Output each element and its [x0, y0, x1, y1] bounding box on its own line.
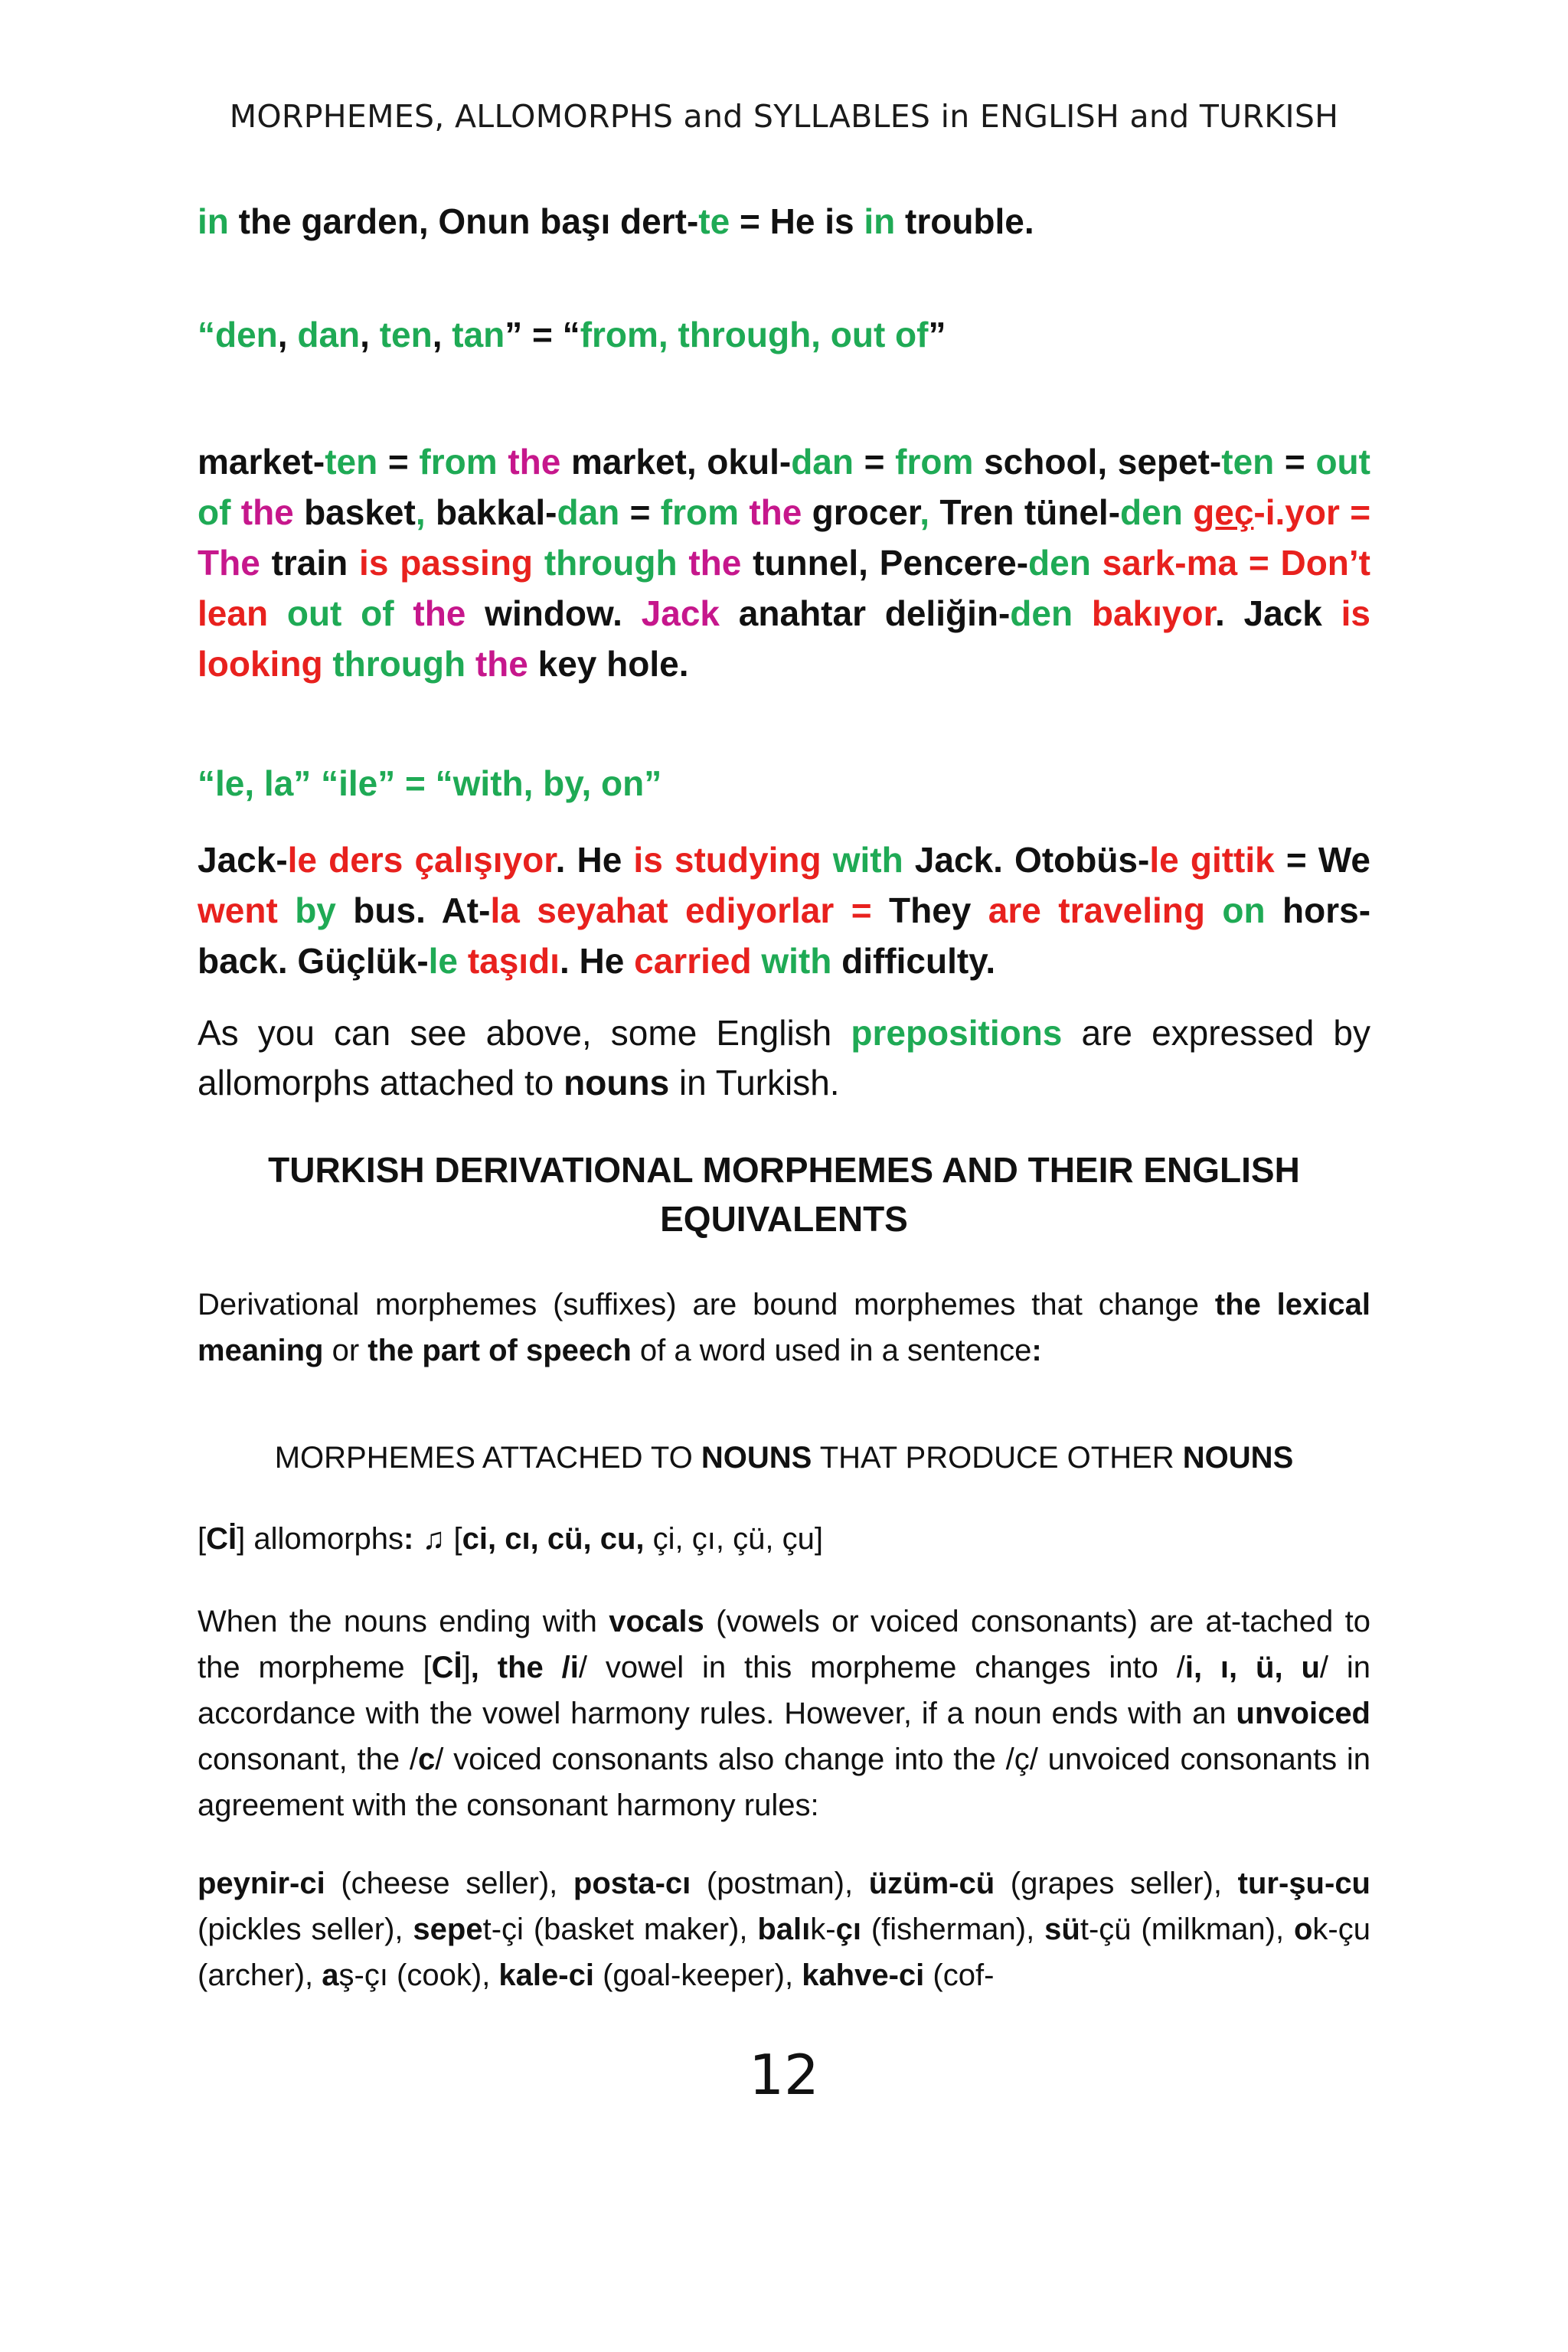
- examples-le-paragraph: [198, 835, 1370, 986]
- text-run: [520, 890, 537, 930]
- text-run: (vowels or voiced consonants) are at-tached to the morpheme [: [198, 1605, 1370, 1684]
- text-run: consonant, the /: [198, 1743, 418, 1776]
- text-run: in: [198, 201, 229, 241]
- text-run: “le, la” “ile” = “with, by, on”: [198, 763, 662, 803]
- text-run: market, okul-: [560, 442, 792, 482]
- text-run: through: [544, 543, 678, 583]
- text-run: / voiced consonants also change into the /ç/ unvoiced consonants in agreement with the consonant harmony rules:: [198, 1743, 1371, 1822]
- text-run: c: [417, 1743, 436, 1776]
- text-run: market-: [198, 442, 325, 482]
- text-run: (fisherman),: [861, 1913, 1045, 1946]
- text-run: ,: [920, 492, 940, 532]
- text-run: ci, cı, cü, cu,: [462, 1522, 645, 1556]
- examples-den-paragraph: [198, 436, 1370, 689]
- text-run: bakıyor: [1091, 593, 1215, 633]
- text-run: Derivational morphemes (suffixes) are bound morphemes that change: [198, 1288, 1215, 1321]
- text-run: trouble.: [895, 201, 1034, 241]
- text-run: bakkal-: [435, 492, 557, 532]
- text-run: t-çü (milkman),: [1080, 1913, 1294, 1946]
- text-run: k-çu (archer),: [198, 1913, 1370, 1992]
- text-run: çı: [835, 1913, 861, 1946]
- text-run: çı (cook),: [364, 1958, 499, 1992]
- text-run: from: [660, 492, 739, 532]
- text-run: [268, 593, 287, 633]
- text-run: the: [240, 492, 294, 532]
- page-number: 12: [749, 2043, 819, 2107]
- text-run: prepositions: [851, 1013, 1063, 1053]
- text-run: posta-cı: [573, 1867, 691, 1900]
- text-run: =: [853, 442, 896, 482]
- text-run: k-: [810, 1913, 836, 1946]
- text-run: Cİ: [206, 1522, 237, 1556]
- text-run: Jack. Otobüs-: [903, 840, 1150, 880]
- text-run: [317, 840, 328, 880]
- text-run: dan: [297, 315, 361, 354]
- text-run: sepe: [413, 1913, 483, 1946]
- text-run: When the nouns ending with: [198, 1605, 609, 1638]
- text-run: =: [1274, 442, 1316, 482]
- text-run: tunnel, Pencere-: [741, 543, 1029, 583]
- text-run: . Jack: [1214, 593, 1341, 633]
- text-run: unvoiced: [1236, 1697, 1370, 1730]
- text-run: le: [1149, 840, 1179, 880]
- text-run: difficulty.: [831, 941, 996, 981]
- text-run: went: [198, 890, 278, 930]
- text-run: Jack: [641, 593, 720, 633]
- text-run: =: [377, 442, 420, 482]
- text-run: ,: [360, 315, 380, 354]
- text-run: of a word used in a sentence: [631, 1334, 1032, 1367]
- text-run: [1091, 543, 1102, 583]
- text-run: carried: [634, 941, 752, 981]
- text-run: ş-: [338, 1958, 364, 1992]
- text-run: [1073, 593, 1092, 633]
- text-run: in: [864, 201, 896, 241]
- text-run: kahve-ci: [802, 1958, 925, 1992]
- text-run: [752, 941, 762, 981]
- section-heading: [198, 1145, 1370, 1243]
- text-run: ♫ [: [413, 1522, 462, 1556]
- running-header: MORPHEMES, ALLOMORPHS and SYLLABLES in ENGLISH and TURKISH: [229, 98, 1339, 135]
- text-run: vocals: [609, 1605, 704, 1638]
- text-run: te: [698, 201, 730, 241]
- text-run: ,: [277, 315, 298, 354]
- text-run: (cof-: [924, 1958, 995, 1992]
- text-run: train: [260, 543, 360, 583]
- text-run: through: [332, 644, 466, 684]
- text-run: dan: [791, 442, 854, 482]
- text-run: [278, 890, 295, 930]
- text-run: [739, 492, 749, 532]
- suffix-heading-den: [198, 309, 1370, 360]
- text-run: -i.yor =: [1253, 492, 1371, 532]
- text-run: peynir-ci: [198, 1867, 325, 1900]
- text-run: in Turkish.: [669, 1063, 840, 1102]
- text-run: or: [323, 1334, 368, 1367]
- text-run: le: [287, 840, 318, 880]
- text-run: with: [761, 941, 832, 981]
- text-run: by: [295, 890, 336, 930]
- text-run: [678, 543, 689, 583]
- text-run: from, through, out of: [580, 315, 929, 354]
- text-run: nouns: [564, 1063, 670, 1102]
- text-run: [1179, 840, 1191, 880]
- text-run: anahtar deliğin-: [720, 593, 1011, 633]
- text-run: . He: [555, 840, 634, 880]
- text-run: tan: [452, 315, 505, 354]
- text-run: NOUNS: [1182, 1441, 1294, 1475]
- text-run: [323, 644, 333, 684]
- text-run: is studying: [633, 840, 822, 880]
- text-run: (grapes seller),: [995, 1867, 1238, 1900]
- suffix-heading-le: [198, 758, 1370, 808]
- text-run: the: [749, 492, 802, 532]
- text-run: with: [832, 840, 903, 880]
- text-run: ”: [928, 315, 946, 354]
- text-run: den: [1010, 593, 1073, 633]
- text-run: [230, 492, 240, 532]
- text-run: (postman),: [691, 1867, 869, 1900]
- text-run: Cİ: [431, 1651, 462, 1684]
- text-run: [533, 543, 544, 583]
- text-run: [1205, 890, 1222, 930]
- harmony-explanation-paragraph: [198, 1599, 1370, 1828]
- text-run: “: [198, 315, 215, 354]
- continued-line: [198, 196, 1370, 247]
- text-run: seyahat ediyorlar =: [537, 890, 872, 930]
- definition-paragraph: [198, 1282, 1370, 1374]
- text-run: ten: [1221, 442, 1275, 482]
- text-run: = He is: [730, 201, 864, 241]
- text-run: çi, çı, çü, çu]: [644, 1522, 823, 1556]
- text-run: :: [1031, 1334, 1042, 1367]
- text-run: sü: [1044, 1913, 1080, 1946]
- text-run: (goal-keeper),: [593, 1958, 802, 1992]
- text-run: TURKISH DERIVATIONAL MORPHEMES AND THEIR ENGLISH EQUIVALENTS: [268, 1150, 1300, 1239]
- text-run: den: [215, 315, 278, 354]
- text-run: are expressed by allomorphs attached to: [198, 1013, 1370, 1102]
- text-run: ,: [415, 492, 436, 532]
- text-run: window.: [466, 593, 642, 633]
- text-run: ten: [325, 442, 378, 482]
- text-run: out of: [286, 593, 394, 633]
- text-run: :: [403, 1522, 414, 1556]
- text-run: The: [198, 543, 260, 583]
- text-run: grocer: [802, 492, 920, 532]
- text-run: ] allomorphs: [237, 1522, 403, 1556]
- text-run: from: [419, 442, 498, 482]
- text-run: They: [871, 890, 988, 930]
- text-run: is looking: [198, 593, 1371, 684]
- text-run: la: [490, 890, 520, 930]
- text-run: den: [1120, 492, 1183, 532]
- text-run: MORPHEMES ATTACHED TO: [274, 1441, 701, 1475]
- text-run: i: [570, 1651, 579, 1684]
- text-run: [822, 840, 833, 880]
- text-run: . He: [559, 941, 635, 981]
- subheading: [198, 1435, 1370, 1481]
- summary-paragraph: [198, 1008, 1370, 1108]
- text-run: = We: [1274, 840, 1371, 880]
- text-run: =: [619, 492, 661, 532]
- text-run: geç: [1193, 492, 1254, 532]
- text-run: den: [1028, 543, 1091, 583]
- text-run: is passing: [359, 543, 534, 583]
- text-run: out of: [198, 442, 1370, 532]
- text-run: (cheese seller),: [325, 1867, 573, 1900]
- text-run: THAT PRODUCE OTHER: [812, 1441, 1183, 1475]
- text-run: le: [428, 941, 459, 981]
- text-run: (pickles seller),: [198, 1913, 413, 1946]
- text-run: the lexical meaning: [198, 1288, 1371, 1367]
- text-run: on: [1222, 890, 1266, 930]
- text-run: the garden, Onun başı dert-: [228, 201, 699, 241]
- text-run: the: [688, 543, 742, 583]
- text-run: balı: [757, 1913, 811, 1946]
- text-run: / vowel in this morpheme changes into /: [578, 1651, 1185, 1684]
- text-run: a: [322, 1958, 339, 1992]
- text-run: from: [895, 442, 974, 482]
- examples-ci-paragraph: [198, 1860, 1370, 1998]
- text-run: [466, 644, 475, 684]
- text-run: gittik: [1190, 840, 1275, 880]
- text-run: Jack-: [198, 840, 288, 880]
- text-run: are traveling: [988, 890, 1205, 930]
- text-run: hors-back. Güçlük-: [198, 890, 1371, 981]
- text-run: the: [413, 593, 466, 633]
- text-run: taşıdı: [467, 941, 560, 981]
- text-run: t-çi (basket maker),: [482, 1913, 758, 1946]
- text-run: kale-ci: [498, 1958, 594, 1992]
- text-run: ” = “: [505, 315, 580, 354]
- text-run: the part of speech: [368, 1334, 632, 1367]
- text-run: bus. At-: [335, 890, 491, 930]
- text-run: the: [475, 644, 528, 684]
- text-run: As you can see above, some English: [198, 1013, 851, 1053]
- text-run: [458, 941, 468, 981]
- text-run: ten: [379, 315, 433, 354]
- text-run: NOUNS: [701, 1441, 812, 1475]
- text-run: school, sepet-: [973, 442, 1222, 482]
- text-run: ders çalışıyor: [328, 840, 556, 880]
- text-run: , the /: [470, 1651, 570, 1684]
- text-run: [394, 593, 413, 633]
- text-run: / in accordance with the vowel harmony rules. However, if a noun ends with an: [198, 1651, 1371, 1730]
- text-run: tur-şu-cu: [1237, 1867, 1370, 1900]
- text-run: basket: [293, 492, 416, 532]
- text-run: dan: [557, 492, 620, 532]
- text-run: i, ı, ü, u: [1184, 1651, 1320, 1684]
- text-run: sark-ma = Don’t lean: [198, 543, 1371, 633]
- text-run: [1183, 492, 1193, 532]
- allomorphs-line: [198, 1516, 1370, 1562]
- text-run: ,: [432, 315, 452, 354]
- text-run: [498, 442, 508, 482]
- text-run: ]: [462, 1651, 471, 1684]
- text-run: o: [1293, 1913, 1313, 1946]
- text-run: üzüm-cü: [868, 1867, 995, 1900]
- text-run: key hole.: [528, 644, 689, 684]
- text-run: Tren tünel-: [939, 492, 1121, 532]
- text-run: [: [198, 1522, 207, 1556]
- text-run: the: [508, 442, 561, 482]
